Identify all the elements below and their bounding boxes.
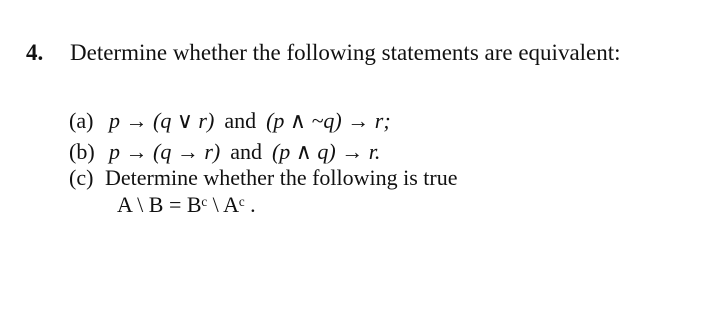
item-c-text: Determine whether the following is true [105, 165, 458, 190]
question-text: Determine whether the following statements are equivalent: [70, 40, 621, 65]
item-c [69, 165, 458, 191]
item-a-label: (a) [69, 108, 94, 133]
item-a-left-expression: p → (q ∨ r) [109, 108, 215, 133]
item-b-right-expression: (p ∧ q) → r. [271, 139, 381, 164]
item-b-left-expression: p → (q → r) [109, 139, 221, 164]
item-a-conjunction: and [224, 108, 257, 133]
item-a-right-expression: (p ∧ ~q) → r; [266, 108, 391, 133]
question-number: 4. [26, 40, 44, 65]
item-b-conjunction: and [230, 139, 262, 164]
item-c-label: (c) [69, 165, 94, 190]
item-b-label: (b) [69, 139, 95, 164]
item-a [69, 108, 391, 134]
item-b [69, 139, 380, 165]
set-equation: A \ B = Bᶜ \ Aᶜ . [117, 192, 256, 217]
